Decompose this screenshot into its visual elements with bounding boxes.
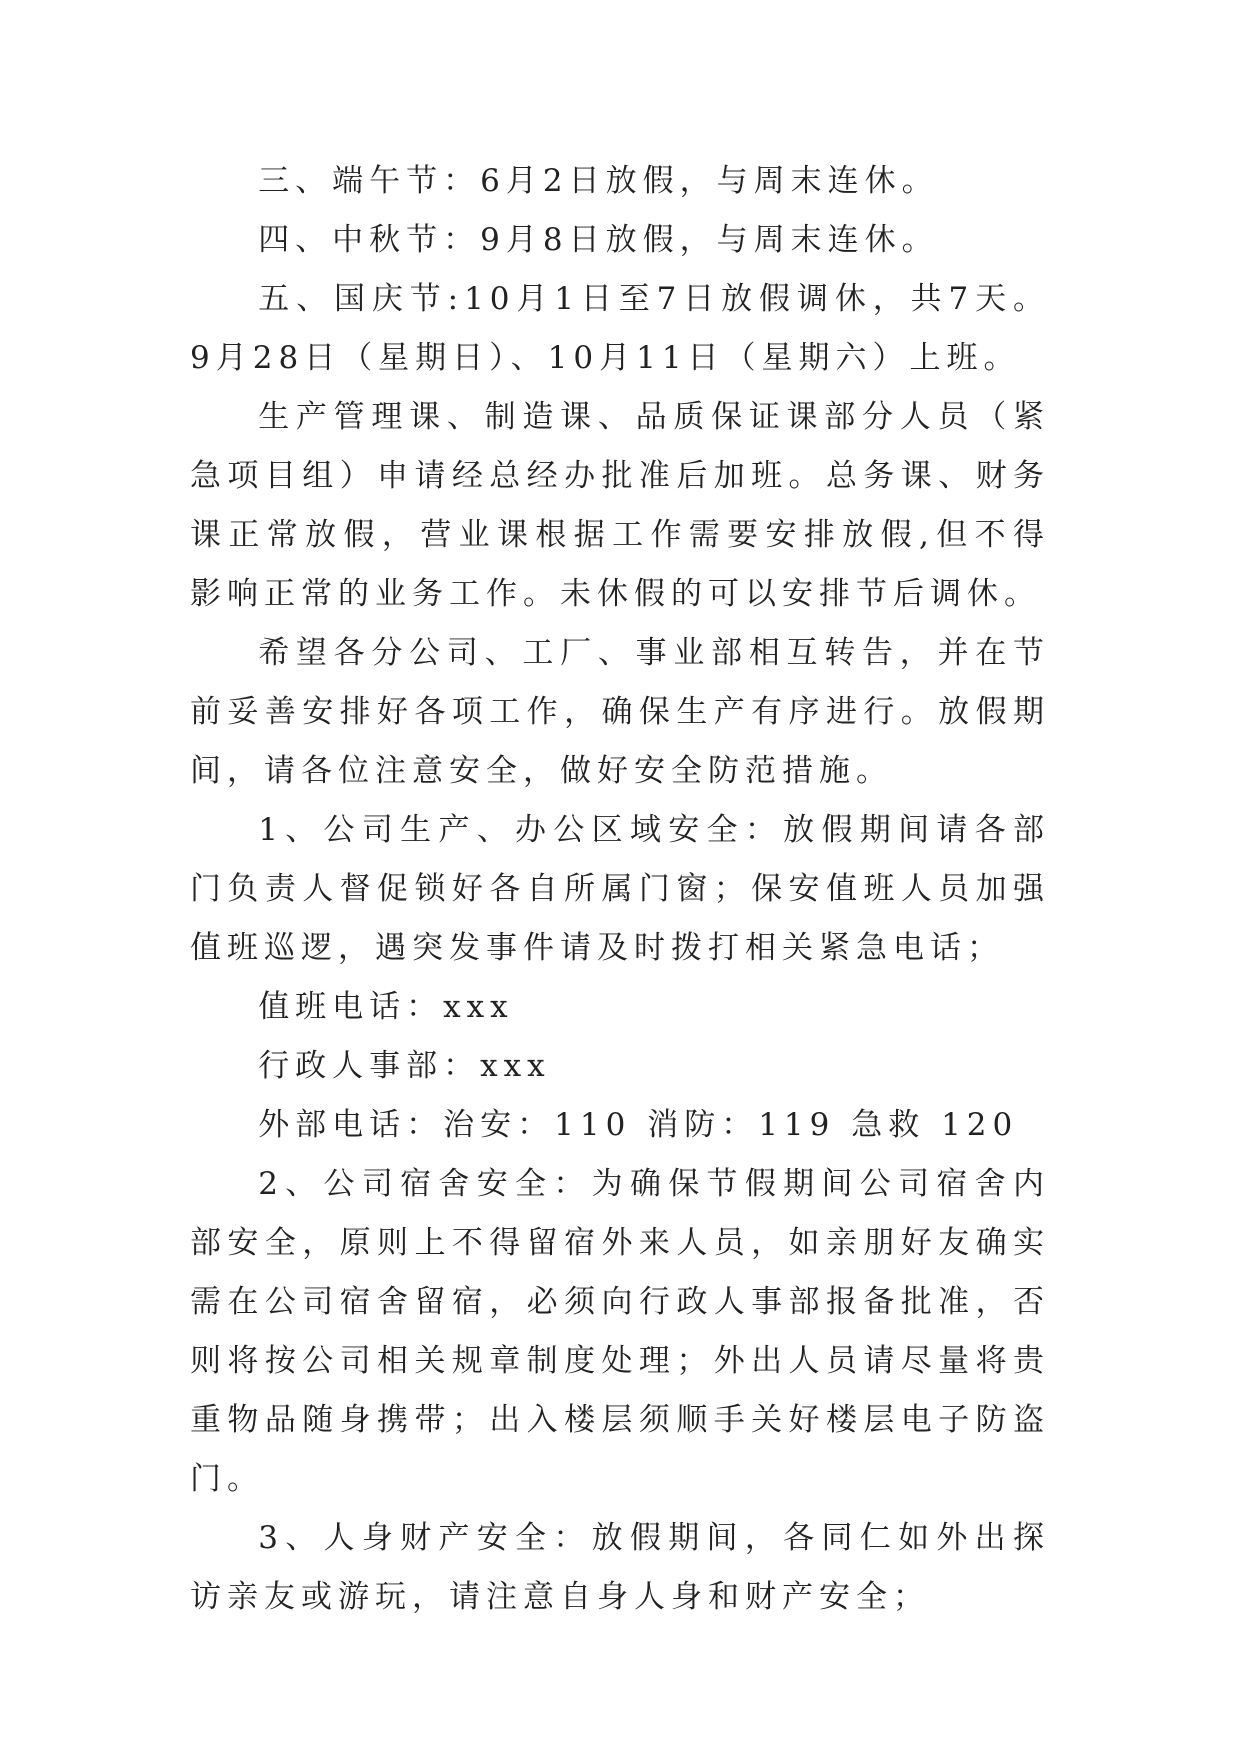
paragraph-overtime-arrangement: 生产管理课、制造课、品质保证课部分人员（紧急项目组）申请经总经办批准后加班。总务课、财务课正常放假，营业课根据工作需要安排放假,但不得影响正常的业务工作。未休假的可以安排节后调休。 [190, 399, 1050, 612]
document-body [190, 152, 1050, 1627]
paragraph-dorm-safety: 2、公司宿舍安全：为确保节假期间公司宿舍内部安全，原则上不得留宿外来人员，如亲朋好友确实需在公司宿舍留宿，必须向行政人事部报备批准，否则将按公司相关规章制度处理；外出人员请尽量将贵重物品随身携带；出入楼层须顺手关好楼层电子防盗门。 [190, 1166, 1050, 1497]
paragraph-mid-autumn: 四、中秋节：9月8日放假，与周末连休。 [258, 222, 939, 258]
paragraph-office-safety: 1、公司生产、办公区域安全：放假期间请各部门负责人督促锁好各自所属门窗；保安值班人员加强值班巡逻，遇突发事件请及时拨打相关紧急电话； [190, 812, 1050, 966]
paragraph-hr-phone: 行政人事部：xxx [258, 1048, 551, 1084]
paragraph-notice-reminder: 希望各分公司、工厂、事业部相互转告，并在节前妥善安排好各项工作，确保生产有序进行。放假期间，请各位注意安全，做好安全防范措施。 [190, 635, 1050, 789]
paragraph-national-day: 五、国庆节:10月1日至7日放假调休，共7天。9月28日（星期日）、10月11日（星期六）上班。 [190, 281, 1050, 376]
paragraph-dragon-boat: 三、端午节：6月2日放假，与周末连休。 [258, 163, 939, 199]
paragraph-personal-safety: 3、人身财产安全：放假期间，各同仁如外出探访亲友或游玩，请注意自身人身和财产安全； [190, 1520, 1050, 1615]
paragraph-duty-phone: 值班电话：xxx [258, 989, 514, 1025]
paragraph-external-phones: 外部电话：治安：110 消防：119 急救 120 [258, 1107, 1019, 1143]
